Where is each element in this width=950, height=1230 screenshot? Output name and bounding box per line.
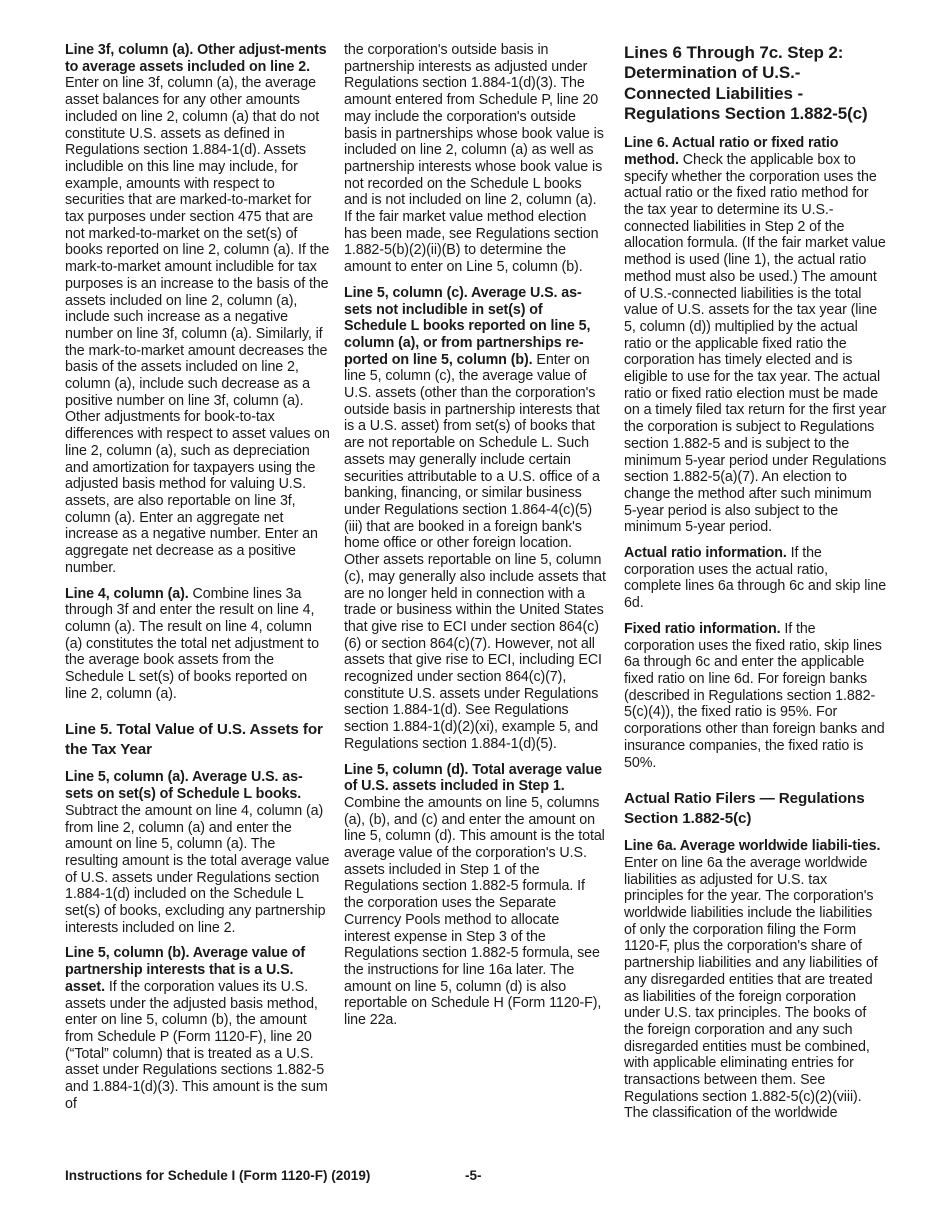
paragraph-line-5b: [65, 945, 330, 1112]
footer-form-title: Instructions for Schedule I (Form 1120-F) (2019): [65, 1168, 371, 1183]
paragraph-body: Combine the amounts on line 5, columns (a), (b), and (c) and enter the amount on line 5, column (d). This amount is the total average value of the corporation's U.S. assets included in Step 1 of the Regulations section 1.882-5 formula. If the corporation uses the Separate Currency Pools method to allocate interest expense in Step 3 of the Regulations section 1.882-5 formula, see the instructions for line 16a later. The amount on line 5, column (d) is also reportable on Schedule H (Form 1120-F), line 22a.: [344, 794, 605, 1029]
paragraph-lead: Line 4, column (a).: [65, 585, 189, 602]
paragraph-line-3f: [65, 42, 330, 577]
section-heading-actual-ratio-filers: Actual Ratio Filers — Regulations Section 1.882-5(c): [624, 790, 865, 827]
paragraph-fixed-ratio-info: [624, 621, 887, 771]
paragraph-body: Enter on line 6a the average worldwide liabilities as adjusted for U.S. tax principles for the year. The corporation's worldwide liabilities include the liabilities of only the corporation filing the Form 1120-F, plus the corporation's share of partnership liabilities and any liabilities of any disregarded entities that are treated as liabilities of the foreign corporation under U.S. tax principles. The books of the foreign corporation and any such disregarded entities must be combined, with applicable eliminating entries for transactions between them. See Regulations section 1.882-5(c)(2)(viii). The classification of the worldwide: [624, 854, 878, 1122]
paragraph-body: Combine lines 3a through 3f and enter the result on line 4, column (a). The result on line 4, column (a) constitutes the total net adjustment to the average book assets from the Schedule L set(s) of books reported on line 2, column (a).: [65, 585, 319, 702]
paragraph-body: If the corporation uses the fixed ratio, skip lines 6a through 6c and enter the applicable fixed ratio on line 6d. For foreign banks (described in Regulations section 1.882-5(c)(4)), the fixed ratio is 95%. For corporations other than foreign banks and insurance companies, the fixed ratio is 50%.: [624, 620, 885, 771]
footer-page-number: -5-: [465, 1168, 482, 1183]
paragraph-line-5d: [344, 762, 607, 1029]
paragraph-lead: Line 6. Actual ratio or fixed ratio method.: [624, 135, 839, 168]
paragraph-line-5a: [65, 769, 330, 936]
section-heading-step-2: Lines 6 Through 7c. Step 2: Determination of U.S.-Connected Liabilities - Regulations Section 1.882-5(c): [624, 43, 868, 123]
paragraph-body: the corporation's outside basis in partnership interests as adjusted under Regulations section 1.884-1(d)(3). The amount entered from Schedule P, line 20 may include the corporation's outside basis in partnerships whose book value is included on line 2, column (a) as well as partnership interests whose book value is not recorded on the Schedule L books and is not included on line 2, column (a). If the fair market value method election has been made, see Regulations section 1.882-5(b)(2)(ii)(B) to determine the amount to enter on Line 5, column (b).: [344, 42, 604, 276]
paragraph-body: Check the applicable box to specify whether the corporation uses the actual ratio or the fixed ratio method for the tax year to determine its U.S.-connected liabilities in Step 2 of the allocation formula. (If the fair market value method is used (line 1), the actual ratio method must also be used.) The amount of U.S.-connected liabilities is the total value of U.S. assets for the tax year (line 5, column (d)) multiplied by the actual ratio or the applicable fixed ratio the corporation has timely elected and is eligible to use for the tax year. The actual ratio or fixed ratio election must be made on a timely filed tax return for the first year the corporation is subject to Regulations section 1.882-5 and is subject to the minimum 5-year period under Regulations section 1.882-5(a)(7). An election to change the method after such minimum 5-year period is also subject to the minimum 5-year period.: [624, 151, 887, 536]
paragraph-body: Subtract the amount on line 4, column (a) from line 2, column (a) and enter the amount on line 5, column (a). The resulting amount is the total average value of U.S. assets under Regulations section 1.884-1(d) included on the Schedule L set(s) of books, excluding any partnership interests included on line 2.: [65, 802, 330, 936]
paragraph-actual-ratio-info: [624, 545, 887, 612]
paragraph-line-6a: [624, 838, 887, 1122]
paragraph-lead: Line 6a. Average worldwide liabili-ties.: [624, 838, 881, 855]
text-column-right: [624, 42, 887, 1131]
section-heading-line-5: Line 5. Total Value of U.S. Assets for the Tax Year: [65, 721, 323, 758]
paragraph-line-4: [65, 586, 330, 703]
paragraph-line-5b-continued: [344, 42, 607, 276]
paragraph-body: If the corporation values its U.S. assets under the adjusted basis method, enter on line 5, column (b), the amount from Schedule P (Form 1120-F), line 20 (“Total” column) that is treated as a U.S. asset under Regulations sections 1.882-5 and 1.884-1(d)(3). This amount is the sum of: [65, 978, 328, 1112]
paragraph-lead: Fixed ratio information.: [624, 620, 781, 637]
text-column-left: [65, 42, 330, 1121]
paragraph-lead: Line 5, column (c). Average U.S. as-sets not includible in set(s) of Schedule L books reported on line 5, column (a), or from partnerships re-ported on line 5, column (b).: [344, 284, 591, 368]
paragraph-lead: Line 5, column (d). Total average value of U.S. assets included in Step 1.: [344, 761, 603, 795]
paragraph-body: Enter on line 3f, column (a), the average asset balances for any other amounts included on line 2, column (a) that do not constitute U.S. assets as defined in Regulations section 1.884-1(d). Assets includible on this line may include, for example, amounts with respect to securities that are marked-to-market for tax purposes under section 475 that are not marked-to-market on the set(s) of books reported on line 2, column (a). If the mark-to-market amount includible for tax purposes is an increase to the basis of the assets included on line 2, column (a), include such increase as a negative number on line 3f, column (a). Similarly, if the mark-to-market amount decreases the basis of the assets included on line 2, column (a), include such decrease as a positive number on line 3f, column (a). Other adjustments for book-to-tax differences with respect to asset values on line 2, column (a), such as depreciation and amortization for taxpayers using the adjusted basis method for valuing U.S. assets, are also reportable on line 3f, column (a). Enter an aggregate net increase as a negative number. Enter an aggregate net decrease as a positive number.: [65, 75, 330, 576]
paragraph-body: If the corporation uses the actual ratio, complete lines 6a through 6c and skip line 6d.: [624, 545, 887, 612]
paragraph-line-6: [624, 135, 887, 536]
text-column-middle: [344, 42, 607, 1038]
paragraph-body: Enter on line 5, column (c), the average value of U.S. assets (other than the corporation's outside basis in partnership interests that is a U.S. asset) from set(s) of books that are not reportable on Schedule L. Such assets may generally include certain securities attributable to a U.S. office of a banking, financing, or similar business under Regulations section 1.864-4(c)(5)(iii) that are booked in a foreign bank's home office or other foreign location. Other assets reportable on line 5, column (c), may generally also include assets that are no longer held in connection with a trade or business within the United States that give rise to ECI under section 864(c)(6) or section 864(c)(7). However, not all assets that give rise to ECI, including ECI recognized under section 864(c)(7), constitute U.S. assets under Regulations section 1.884-1(d). See Regulations section 1.884-1(d)(2)(xi), example 5, and Regulations section 1.884-1(d)(5).: [344, 351, 606, 752]
paragraph-lead: Line 3f, column (a). Other adjust-ments to average assets included on line 2.: [65, 42, 327, 75]
paragraph-lead: Actual ratio information.: [624, 545, 787, 562]
paragraph-lead: Line 5, column (a). Average U.S. as-sets on set(s) of Schedule L books.: [65, 769, 303, 803]
paragraph-line-5c: [344, 285, 607, 753]
paragraph-lead: Line 5, column (b). Average value of partnership interests that is a U.S. asset.: [65, 945, 306, 995]
